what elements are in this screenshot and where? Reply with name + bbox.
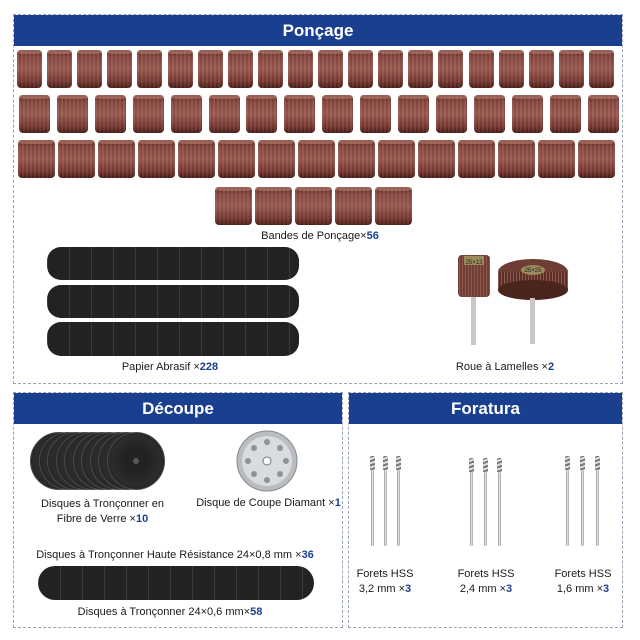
sanding-drum [360,95,391,133]
drill-bit [566,470,569,546]
drill-bit-label: Forets HSS 2,4 mm ×3 [457,568,515,595]
diamond-disc-image [236,430,298,492]
sanding-drum [218,140,255,178]
flap-wheel-label: Roue à Lamelles ×2 [455,361,555,373]
drill-bit [498,472,501,546]
sandpaper-strip [47,285,299,318]
drill-bit [371,470,374,546]
sanding-drum [295,187,332,225]
sanding-drum [458,140,495,178]
sanding-drum [338,140,375,178]
drill-bit-label: Forets HSS 3,2 mm ×3 [356,568,414,595]
sanding-drum [138,140,175,178]
sanding-drum [215,187,252,225]
sanding-drum [298,140,335,178]
drill-bit [470,472,473,546]
sanding-drum [209,95,240,133]
sanding-drum [559,50,584,88]
sanding-drum [246,95,277,133]
sanding-drum [107,50,132,88]
sanding-drum [168,50,193,88]
sanding-drum [322,95,353,133]
sanding-drum [474,95,505,133]
sanding-drum [58,140,95,178]
sanding-drum [529,50,554,88]
sanding-drum [398,95,429,133]
cutting-disc [107,432,165,490]
sanding-drum [318,50,343,88]
sanding-drum [335,187,372,225]
drill-bit [596,470,599,546]
sandpaper-strip [47,322,299,356]
drill-bit [581,470,584,546]
drilling-title: Foratura [349,393,622,424]
sanding-drum [284,95,315,133]
sanding-drum [375,187,412,225]
sanding-drum [77,50,102,88]
sanding-drum [499,50,524,88]
thin-disc-strip [38,566,314,600]
sanding-drum [228,50,253,88]
sanding-drum [258,50,283,88]
flap-wheel-large [498,259,568,344]
sanding-drum [578,140,615,178]
sanding-drum [18,140,55,178]
sanding-drum [469,50,494,88]
drill-bit [384,470,387,546]
sanding-drum [512,95,543,133]
sanding-drum [98,140,135,178]
sanding-drum [550,95,581,133]
sanding-drum [498,140,535,178]
sanding-drums-label: Bandes de Ponçage×56 [261,230,379,242]
sanding-drum [288,50,313,88]
sanding-drum [348,50,373,88]
sanding-drum [408,50,433,88]
sanding-drum [436,95,467,133]
diamond-disc-label: Disque de Coupe Diamant ×1 [196,497,341,509]
flap-wheels-image [450,250,570,350]
sanding-title: Ponçage [14,15,622,46]
drill-bit-label: Forets HSS 1,6 mm ×3 [554,568,612,595]
cutting-title: Découpe [14,393,342,424]
sanding-drum [538,140,575,178]
sandpaper-strip [47,247,299,280]
sanding-drum [258,140,295,178]
sanding-drum [589,50,614,88]
sanding-drum [47,50,72,88]
sanding-drum [438,50,463,88]
sanding-drum [17,50,42,88]
sanding-drum [378,140,415,178]
sanding-drum [137,50,162,88]
sanding-drum [378,50,403,88]
sanding-drum [588,95,619,133]
flap-size-small: 25×13 [465,260,483,266]
fiberglass-disc-label: Disques à Tronçonner en Fibre de Verre ×10 [41,498,164,525]
flap-size-large: 25×25 [524,268,542,274]
sanding-drum [133,95,164,133]
drill-bit [484,472,487,546]
sanding-drum [19,95,50,133]
drill-bit [397,470,400,546]
sanding-drum [95,95,126,133]
flap-wheel-small [458,255,490,345]
sanding-drum [198,50,223,88]
sanding-drum [418,140,455,178]
thin-disc-label: Disques à Tronçonner 24×0,6 mm×58 [77,606,263,618]
sanding-drum [178,140,215,178]
sandpaper-label: Papier Abrasif ×228 [121,361,219,373]
sanding-drum [171,95,202,133]
sanding-drum [255,187,292,225]
sanding-drum [57,95,88,133]
heavy-disc-label: Disques à Tronçonner Haute Résistance 24×0,8 mm ×36 [36,549,314,561]
